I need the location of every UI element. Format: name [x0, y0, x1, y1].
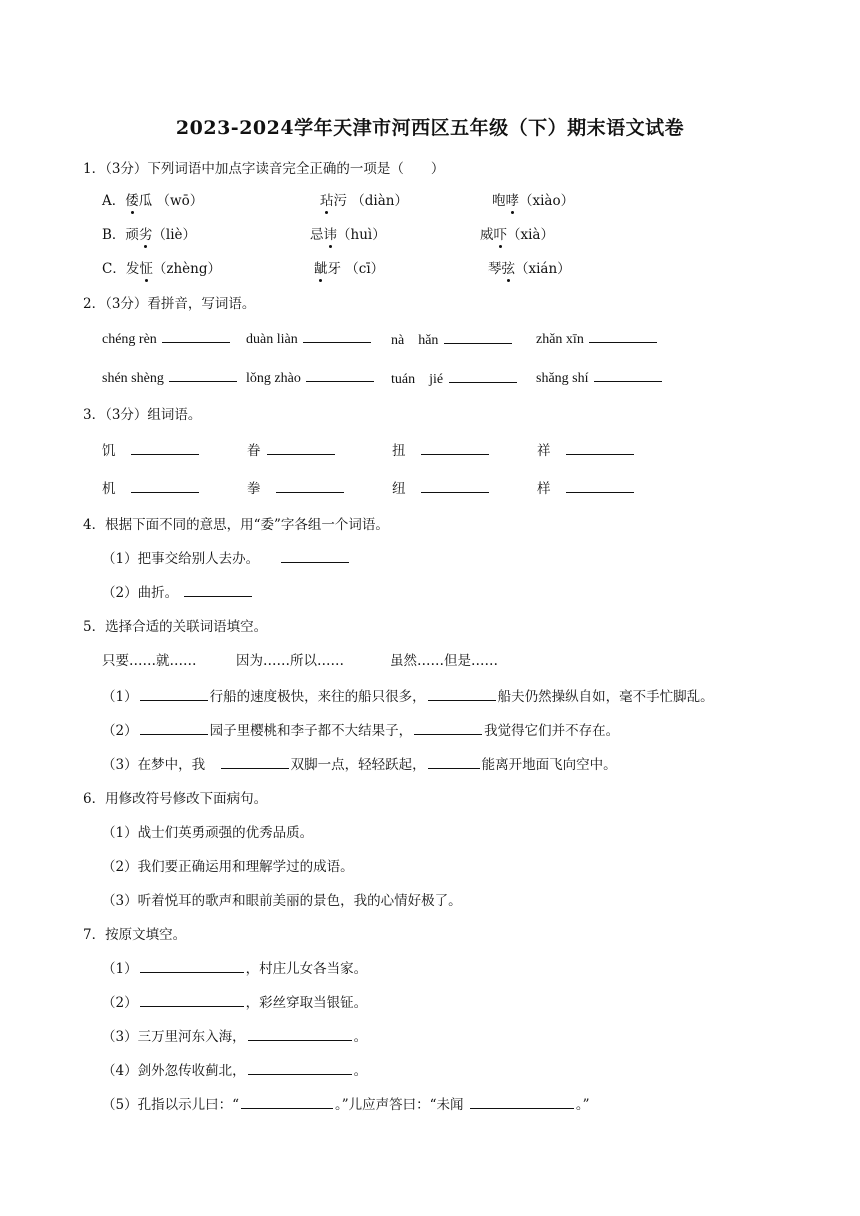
q3-stem: 3．（3分）组词语。 — [83, 407, 202, 423]
q6-item-1: （1）战士们英勇顽强的优秀品质。 — [102, 825, 314, 841]
page-title: 2023-2024学年天津市河西区五年级（下）期末语文试卷 — [175, 117, 685, 139]
q7-item-5: （5）孔指以示儿曰：“ 。”儿应声答曰：“未闻 。” — [102, 1097, 590, 1113]
q1-option-c-word2: 龇牙 （cī） — [314, 257, 384, 277]
q5-item-1: （1） 行船的速度极快，来往的船只很多， 船夫仍然操纵自如，毫不手忙脚乱。 — [102, 689, 714, 705]
q2-pinyin-7: tuán jié — [391, 368, 519, 388]
q2-pinyin-2: duàn liàn — [246, 329, 373, 348]
q1-option-b-word3: 威吓（xià） — [480, 223, 554, 243]
q5-item-3: （3）在梦中，我 双脚一点，轻轻跃起， 能离开地面飞向空中。 — [102, 757, 617, 773]
q1-option-a-word2: 玷污 （diàn） — [320, 189, 408, 209]
q7-item-2: （2） ，彩丝穿取当银钲。 — [102, 995, 368, 1011]
q4-stem: 4．根据下面不同的意思，用“委”字各组一个词语。 — [83, 517, 389, 533]
q2-pinyin-6: lǒng zhào — [246, 368, 376, 387]
q2-stem: 2．（3分）看拼音，写词语。 — [83, 296, 256, 312]
q3-char-1: 饥 — [102, 439, 201, 459]
q4-item-2: （2）曲折。 — [102, 581, 254, 601]
q7-item-3: （3）三万里河东入海， 。 — [102, 1029, 368, 1045]
q4-item-1: （1）把事交给别人去办。 — [102, 547, 351, 567]
q1-option-b: B．顽劣（liè） — [102, 223, 196, 243]
q1-option-a: A．倭瓜 （wō） — [102, 189, 203, 209]
q3-char-3: 扭 — [392, 439, 491, 459]
q1-stem: 1．（3分）下列词语中加点字读音完全正确的一项是（ ） — [83, 161, 445, 177]
q1-option-c-word3: 琴弦（xián） — [488, 257, 571, 277]
q3-char-5: 机 — [102, 477, 201, 497]
q3-char-2: 眷 — [247, 439, 337, 459]
q2-pinyin-5: shén shèng — [102, 368, 239, 387]
q7-stem: 7．按原文填空。 — [83, 927, 187, 943]
q2-pinyin-1: chéng rèn — [102, 329, 232, 348]
q6-item-3: （3）听着悦耳的歌声和眼前美丽的景色，我的心情好极了。 — [102, 893, 462, 909]
q6-stem: 6．用修改符号修改下面病句。 — [83, 791, 268, 807]
q3-char-7: 纽 — [392, 477, 491, 497]
q2-pinyin-4: zhǎn xīn — [536, 329, 659, 348]
q3-char-8: 样 — [537, 477, 636, 497]
q7-item-4: （4）剑外忽传收蓟北， 。 — [102, 1063, 368, 1079]
q7-item-1: （1） ，村庄儿女各当家。 — [102, 961, 368, 977]
q5-option-1: 只要……就…… — [102, 653, 197, 669]
q6-item-2: （2）我们要正确运用和理解学过的成语。 — [102, 859, 354, 875]
q1-option-a-word3: 咆哮（xiào） — [492, 189, 574, 209]
q3-char-4: 祥 — [537, 439, 636, 459]
q2-pinyin-8: shǎng shí — [536, 368, 664, 387]
q3-char-6: 拳 — [247, 477, 346, 497]
q5-item-2: （2） 园子里樱桃和李子都不大结果子， 我觉得它们并不存在。 — [102, 723, 620, 739]
q5-option-2: 因为……所以…… — [236, 653, 344, 669]
q1-option-c: C．发怔（zhèng） — [102, 257, 221, 277]
q1-option-b-word2: 忌讳（huì） — [310, 223, 386, 243]
q5-stem: 5．选择合适的关联词语填空。 — [83, 619, 268, 635]
q5-option-3: 虽然……但是…… — [390, 653, 498, 669]
q2-pinyin-3: nà hǎn — [391, 329, 514, 349]
